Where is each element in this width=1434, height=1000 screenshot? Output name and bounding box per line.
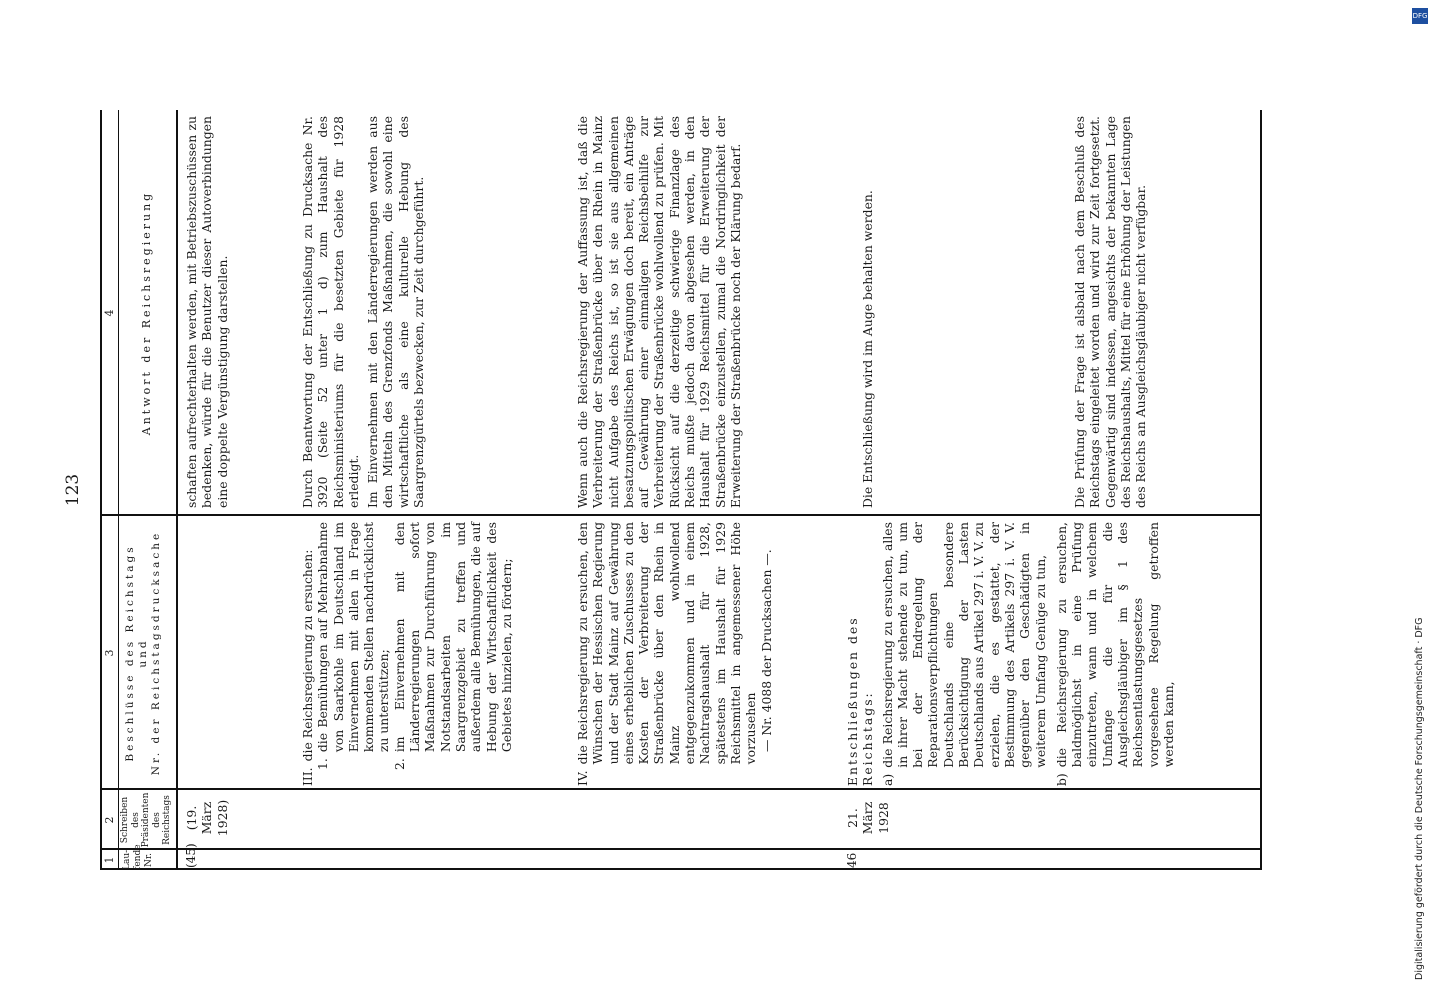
item-text: im Einvernehmen mit den Länderregierungen sofort Maßnahmen zur Durchführung von Notstandsarbeiten im Saargrenzgebiet zu treffen und außerdem alle Bemühungen, die auf Hebung der Wirtschaftlichkeit des Gebietes hinzielen, zu fördern; [391, 522, 514, 753]
item-label: b) [1053, 773, 1069, 786]
item-label: IV. [575, 770, 590, 786]
page-number: 123 [63, 473, 83, 507]
answer-a: Die Entschließung wird im Auge behalten werden. [860, 190, 875, 508]
digitization-credit: Digitalisierung gefördert durch die Deutsche Forschungsgemeinschaft · DFG [1414, 617, 1425, 980]
item-label: a) [879, 773, 895, 786]
answer-b: Die Prüfung der Frage ist alsbald nach dem Beschluß des Reichstags eingeleitet worden und wird zur Zeit fortgesetzt. Gegenwärtig sind indessen, angesichts der bekannten Lage des Reichshaushalts, Mittel für eine Erhöhung der Leistungen des Reichs an Ausgleichsgläubiger nicht verfügbar. [1072, 116, 1149, 508]
column-number-1: 1 [103, 856, 116, 864]
resolution-item-3-2 [392, 522, 514, 770]
col4-header: Antwort der Reichsregierung [140, 190, 153, 436]
column-rule-3 [100, 514, 1262, 516]
row46-number: 46 [845, 852, 859, 868]
table-bottom-rule [1260, 110, 1262, 870]
item-label: 2. [391, 758, 407, 770]
item-text: die Reichsregierung zu ersuchen, baldmöglichst in eine Prüfung einzutreten, wann und in welchem Umfange die für die Ausgleichsgläubiger im § 1 des Reichsentlastungsgesetzes vorgesehene Regelung getroffen werden kann, [1053, 522, 1176, 768]
column-number-4: 4 [103, 309, 116, 317]
row45-resolution [300, 522, 514, 786]
rotated-page [63, 110, 1280, 870]
column-rule-2 [100, 788, 1262, 790]
resolution-item-4 [575, 522, 759, 786]
row45-resolution-4 [575, 522, 774, 786]
column-number-3: 3 [103, 649, 116, 657]
resolution-item-b [1054, 522, 1176, 786]
col3-header-line3: Nr. der Reichstagsdrucksache [150, 530, 162, 776]
col3-header-line1: Beschlüsse des Reichstags [124, 544, 136, 762]
header-rule [176, 110, 178, 870]
column-number-rule [118, 110, 119, 870]
col3-header-line2: und [137, 638, 149, 668]
row45-answer-3 [300, 116, 430, 508]
col2-header: Schreiben des Präsidenten des Reichstags [120, 792, 172, 848]
row45-date: (19. März 1928) [184, 799, 230, 837]
column-rule-1 [100, 848, 1262, 850]
item-text: die Reichsregierung zu ersuchen, alles in ihrer Macht stehende zu tun, um bei der Endregelung der Reparationsverpflichtungen Deutschlands eine besondere Berücksichtigung der Lasten Deutschlands aus Artikel 297 i. V. V. zu erzielen, die es gestattet, der Bestimmung des Artikels 297 i. V. V. gegenüber den Geschädigten in weiterem Umfang Genüge zu tun, [879, 522, 1048, 768]
resolution-heading: Entschließungen des Reichstags: [845, 616, 876, 786]
resolution-item-3-1 [315, 522, 391, 770]
answer-3-1: Durch Beantwortung der Entschließung zu Drucksache Nr. 3920 (Seite 52 unter 1 d) zum Haushalt des Reichsministeriums für die besetzten Gebiete für 1928 erledigt. [300, 116, 361, 508]
column-number-2: 2 [103, 816, 116, 824]
row46-date: 21. März 1928 [845, 801, 891, 835]
answer-3-2: Im Einvernehmen mit den Länderregierungen werden aus den Mitteln des Grenzfonds Maßnahmen, die sowohl eine wirtschaftliche als eine kulturelle Hebung des Saargrenzgürtels bezwecken, zur Zeit durchgeführt. [365, 116, 427, 508]
row45-number: (45) [184, 843, 198, 868]
resolution-item-a [880, 522, 1048, 786]
resolution-item-3 [300, 522, 315, 786]
item-label: 1. [315, 758, 331, 770]
dfg-logo: DFG [1412, 8, 1428, 24]
answer-continuation: schaften aufrechterhalten werden, mit Betriebszuschüssen zu bedenken, würde für die Benutzer dieser Autoverbindungen eine doppelte Vergünstigung darstellen. [184, 116, 230, 508]
item-label: III. [300, 767, 315, 786]
row45-answer-4 [575, 116, 747, 508]
col1-header: Lau- fende Nr. [122, 844, 154, 870]
table-left-rule [100, 868, 1262, 870]
item-text: die Bemühungen auf Mehrabnahme von Saarkohle im Deutschland im Einvernehmen mit allen in Frage kommenden Stellen nachdrücklichst zu unterstützen; [315, 522, 392, 753]
resolution-intro: die Reichsregierung zu ersuchen: [300, 549, 315, 762]
drucksache-reference: — Nr. 4088 der Drucksachen —. [758, 549, 774, 752]
row46-answer-a [860, 116, 879, 508]
row46-answer-b [1072, 116, 1152, 508]
row45-answer [184, 116, 234, 508]
col3-header [124, 516, 163, 790]
row46-resolution [845, 522, 1176, 786]
item-text: die Reichsregierung zu ersuchen, den Wünschen der Hessischen Regierung und der Stadt Mainz auf Gewährung eines erheblichen Zuschusses zu den Kosten der Verbreiterung der Straßenbrücke über den Rhein in Mainz wohlwollend entgegenzukommen und in einem Nachtragshaushalt für 1928, spätestens im Haushalt für 1929 Reichsmittel in angemessener Höhe vorzusehen [575, 522, 759, 765]
answer-4: Wenn auch die Reichsregierung der Auffassung ist, daß die Verbreiterung der Straßenbrücke über den Rhein in Mainz nicht Aufgabe des Reichs ist, so ist sie aus allgemeinen besatzungspolitischen Erwägungen doch bereit, ein Anträge auf Gewährung einer einmaligen Reichsbeihilfe zur Verbreiterung der Straßenbrücke wohlwollend zu prüfen. Mit Rücksicht auf die derzeitige schwierige Finanzlage des Reichs mußte jedoch davon abgesehen werden, in den Haushalt für 1929 Reichsmittel für die Erweiterung der Straßenbrücke einzustellen, zumal die Nordringlichkeit der Erweiterung der Straßenbrücke noch der Klärung bedarf. [575, 116, 743, 508]
